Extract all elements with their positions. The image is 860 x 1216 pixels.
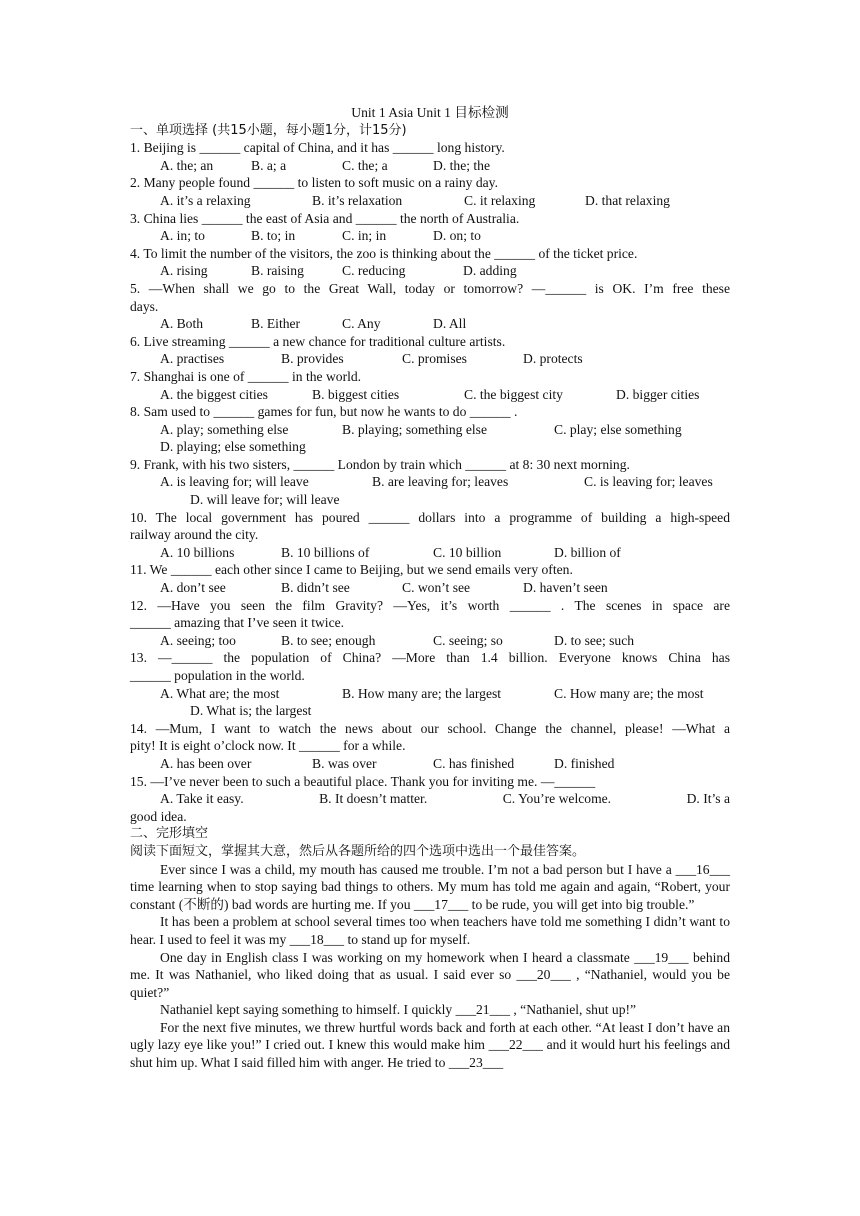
question-options-15-cont: good idea.: [130, 808, 187, 824]
question-options-9-cont: D. will leave for; will leave: [190, 492, 340, 508]
option: D. to see; such: [554, 632, 635, 648]
option: D. adding: [463, 263, 517, 279]
option: C. promises: [402, 351, 467, 367]
option: A. don’t see: [160, 580, 226, 596]
question-options-8-cont: D. playing; else something: [160, 439, 306, 455]
question-options-15: [130, 790, 730, 808]
question-stem-8: 8. Sam used to ______ games for fun, but now he wants to do ______ .: [130, 404, 518, 420]
option: D. haven’t seen: [523, 580, 608, 596]
section-instruction: 阅读下面短文，掌握其大意，然后从各题所给的四个选项中选出一个最佳答案。: [130, 843, 586, 859]
question-stem-4: 4. To limit the number of the visitors, the zoo is thinking about the ______ of the ticket price.: [130, 245, 638, 261]
question-options-14: [130, 755, 730, 773]
question-stem-14: 14. —Mum, I want to watch the news about our school. Change the channel, please! —What a: [130, 720, 730, 736]
option: B. raising: [251, 263, 304, 279]
option: C. has finished: [433, 755, 515, 771]
question-stem-6: 6. Live streaming ______ a new chance for traditional culture artists.: [130, 333, 506, 349]
passage-paragraph-1: Ever since I was a child, my mouth has caused me trouble. I’m not a bad person but I have a ___16___ time learning when to stop saying bad things to others. My mum has told me again and again, “Robert, your constant (不断的) bad words are hurting me. If you ___17___ to be rude, you will get into big trouble.”: [130, 861, 730, 912]
question-stem-3: 3. China lies ______ the east of Asia and ______ the north of Australia.: [130, 210, 520, 226]
option: D. the; the: [433, 157, 491, 173]
option: A. What are; the most: [160, 685, 280, 701]
option: D. protects: [523, 351, 583, 367]
option: A. in; to: [160, 228, 205, 244]
option: C. is leaving for; leaves: [584, 474, 713, 490]
option: D. bigger cities: [616, 386, 700, 402]
question-options-5: [130, 315, 730, 333]
passage-paragraph-5: For the next five minutes, we threw hurtful words back and forth at each other. “At least I don’t have an ugly lazy eye like you!” I cried out. I knew this would make him ___22___ and it would hurt his feelings and shut him up. What I said filled him with anger. He tried to ___23___: [130, 1019, 730, 1071]
question-options-13-cont: D. What is; the largest: [190, 703, 312, 719]
question-stem-13-cont: ______ population in the world.: [130, 668, 305, 683]
option: B. Either: [251, 316, 301, 332]
question-stem-2: 2. Many people found ______ to listen to soft music on a rainy day.: [130, 175, 498, 191]
option: A. rising: [160, 263, 208, 279]
question-options-2: [130, 192, 730, 210]
option: A. it’s a relaxing: [160, 192, 251, 208]
option: B. How many are; the largest: [342, 685, 502, 701]
option: C. How many are; the most: [554, 685, 704, 701]
question-options-10: [130, 544, 730, 562]
option: C. You’re welcome.: [502, 791, 612, 807]
option: C. won’t see: [402, 580, 471, 596]
question-stem-9: 9. Frank, with his two sisters, ______ London by train which ______ at 8: 30 next morning.: [130, 456, 630, 472]
option: A. is leaving for; will leave: [160, 474, 309, 490]
option: D. finished: [554, 755, 615, 771]
option: A. the biggest cities: [160, 386, 268, 402]
option: A. seeing; too: [160, 632, 236, 648]
option: B. didn’t see: [281, 580, 350, 596]
question-stem-12: 12. —Have you seen the film Gravity? —Yes, it’s worth ______ . The scenes in space are: [130, 597, 730, 613]
question-options-8: [130, 421, 730, 439]
option: B. are leaving for; leaves: [372, 474, 509, 490]
question-options-9: [130, 473, 730, 491]
option: A. practises: [160, 351, 225, 367]
question-stem-7: 7. Shanghai is one of ______ in the world.: [130, 368, 362, 384]
option: A. Both: [160, 316, 204, 332]
option: C. in; in: [342, 228, 387, 244]
option: D. All: [433, 316, 467, 332]
question-stem-12-cont: ______ amazing that I’ve seen it twice.: [130, 615, 345, 631]
option: C. it relaxing: [464, 192, 536, 208]
section-heading-1: 一、单项选择 (共15小题，每小题1分，计15分): [130, 122, 407, 138]
option: A. Take it easy.: [160, 791, 244, 807]
option: A. the; an: [160, 157, 214, 173]
option: C. 10 billion: [433, 544, 502, 560]
option: A. play; something else: [160, 421, 289, 437]
document-page: [130, 104, 730, 1072]
option: B. playing; something else: [342, 421, 487, 437]
question-options-4: [130, 262, 730, 280]
question-options-13: [130, 685, 730, 703]
question-options-1: [130, 157, 730, 175]
option: C. the; a: [342, 157, 388, 173]
option: C. Any: [342, 316, 381, 332]
option: B. It doesn’t matter.: [319, 791, 428, 807]
option: B. biggest cities: [312, 386, 400, 402]
option: B. 10 billions of: [281, 544, 370, 560]
question-options-12: [130, 632, 730, 650]
option: C. reducing: [342, 263, 406, 279]
option: B. it’s relaxation: [312, 192, 403, 208]
option: D. that relaxing: [585, 192, 670, 208]
question-options-6: [130, 350, 730, 368]
option: D. It’s a: [686, 791, 730, 807]
passage-paragraph-2: It has been a problem at school several times too when teachers have told me something I didn’t want to hear. I used to feel it was my ___18___ to stand up for myself.: [130, 914, 730, 947]
section-heading-2: 二、完形填空: [130, 826, 209, 842]
passage-paragraph-3: One day in English class I was working on my homework when I heard a classmate ___19___ behind me. It was Nathaniel, who liked doing that as usual. I said ever so ___20___ , “Nathaniel, would you be quiet?”: [130, 949, 730, 1000]
question-options-11: [130, 579, 730, 597]
question-stem-15: 15. —I’ve never been to such a beautiful place. Thank you for inviting me. —______: [130, 773, 596, 789]
option: C. seeing; so: [433, 632, 503, 648]
option: A. 10 billions: [160, 544, 235, 560]
question-options-3: [130, 227, 730, 245]
question-stem-1: 1. Beijing is ______ capital of China, and it has ______ long history.: [130, 140, 505, 156]
option: B. a; a: [251, 157, 287, 173]
question-stem-11: 11. We ______ each other since I came to Beijing, but we send emails very often.: [130, 562, 573, 578]
option: D. on; to: [433, 228, 481, 244]
option: B. was over: [312, 755, 377, 771]
option: C. the biggest city: [464, 386, 563, 402]
option: D. billion of: [554, 544, 621, 560]
option: B. provides: [281, 351, 344, 367]
question-stem-5: 5. —When shall we go to the Great Wall, today or tomorrow? —______ is OK. I’m free these: [130, 280, 730, 296]
question-stem-14-cont: pity! It is eight o’clock now. It ______ for a while.: [130, 738, 406, 754]
question-stem-10: 10. The local government has poured ______ dollars into a programme of building a high-speed: [130, 509, 730, 525]
option: C. play; else something: [554, 421, 682, 437]
passage-paragraph-4: Nathaniel kept saying something to himself. I quickly ___21___ , “Nathaniel, shut up!”: [160, 1002, 637, 1018]
doc-title: Unit 1 Asia Unit 1 目标检测: [351, 105, 509, 120]
option: B. to; in: [251, 228, 296, 244]
question-options-7: [130, 386, 730, 404]
question-stem-13: 13. —______ the population of China? —More than 1.4 billion. Everyone knows China has: [130, 650, 730, 666]
option: A. has been over: [160, 755, 252, 771]
option: B. to see; enough: [281, 632, 376, 648]
question-stem-10-cont: railway around the city.: [130, 527, 259, 543]
question-stem-5-cont: days.: [130, 298, 159, 314]
